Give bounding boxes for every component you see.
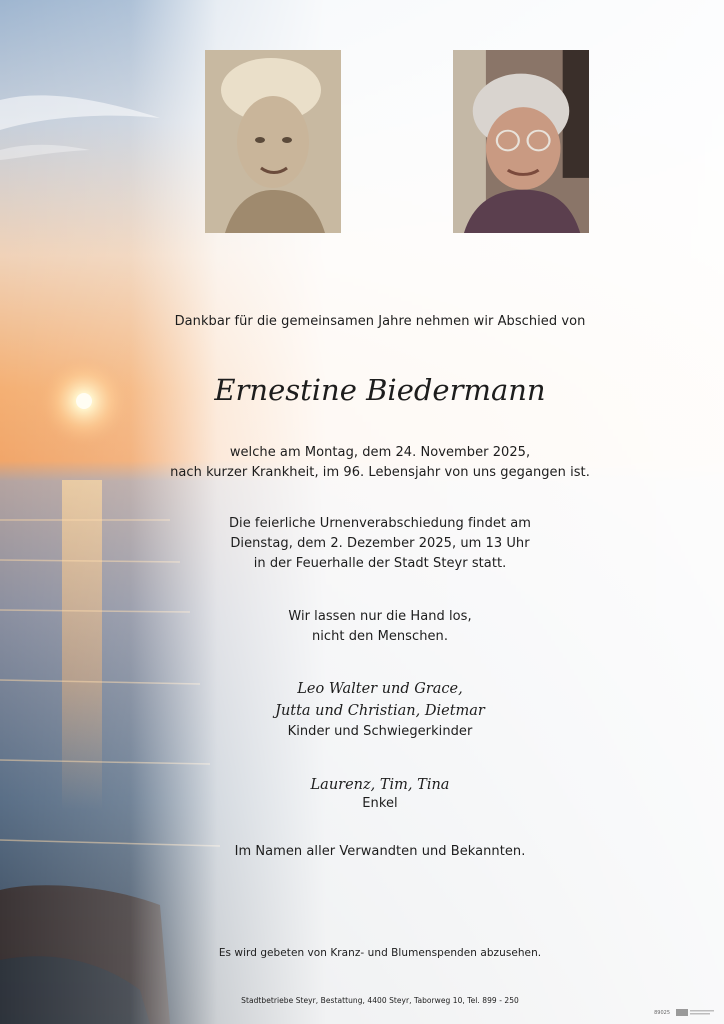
death-info-line: nach kurzer Krankheit, im 96. Lebensjahr von uns gegangen ist. xyxy=(170,465,590,480)
children-names-line: Leo Walter und Grace, xyxy=(297,681,463,697)
death-info xyxy=(160,443,600,483)
portrait-elderly-woman-photo xyxy=(453,50,589,233)
quote-line: Wir lassen nur die Hand los, xyxy=(288,609,472,624)
death-info-line: welche am Montag, dem 24. November 2025, xyxy=(229,445,531,460)
portrait-young-woman-photo xyxy=(205,50,341,233)
memorial-quote xyxy=(160,607,600,647)
ceremony-line: in der Feuerhalle der Stadt Steyr statt. xyxy=(253,556,507,571)
grandchildren-names: Laurenz, Tim, Tina xyxy=(310,777,450,793)
donation-request: Es wird gebeten von Kranz- und Blumenspenden abzusehen. xyxy=(218,947,542,959)
ceremony-line: Dienstag, dem 2. Dezember 2025, um 13 Uhr xyxy=(230,536,530,551)
ceremony-line: Die feierliche Urnenverabschiedung findet am xyxy=(228,516,531,531)
children-relation: Kinder und Schwiegerkinder xyxy=(287,724,473,739)
ceremony-info xyxy=(160,514,600,574)
relatives-text: Im Namen aller Verwandten und Bekannten. xyxy=(234,844,526,859)
document-code: 89025 xyxy=(654,1010,670,1016)
children-names xyxy=(160,678,600,722)
quote-line: nicht den Menschen. xyxy=(311,629,449,644)
children-names-line: Jutta und Christian, Dietmar xyxy=(275,703,485,719)
intro-text: Dankbar für die gemeinsamen Jahre nehmen wir Abschied von xyxy=(174,314,586,329)
footer-contact: Stadtbetriebe Steyr, Bestattung, 4400 Steyr, Taborweg 10, Tel. 899 - 250 xyxy=(241,996,519,1005)
deceased-name: Ernestine Biedermann xyxy=(214,373,546,407)
grandchildren-relation: Enkel xyxy=(362,796,398,811)
funeral-service-logo-icon xyxy=(676,1008,714,1017)
